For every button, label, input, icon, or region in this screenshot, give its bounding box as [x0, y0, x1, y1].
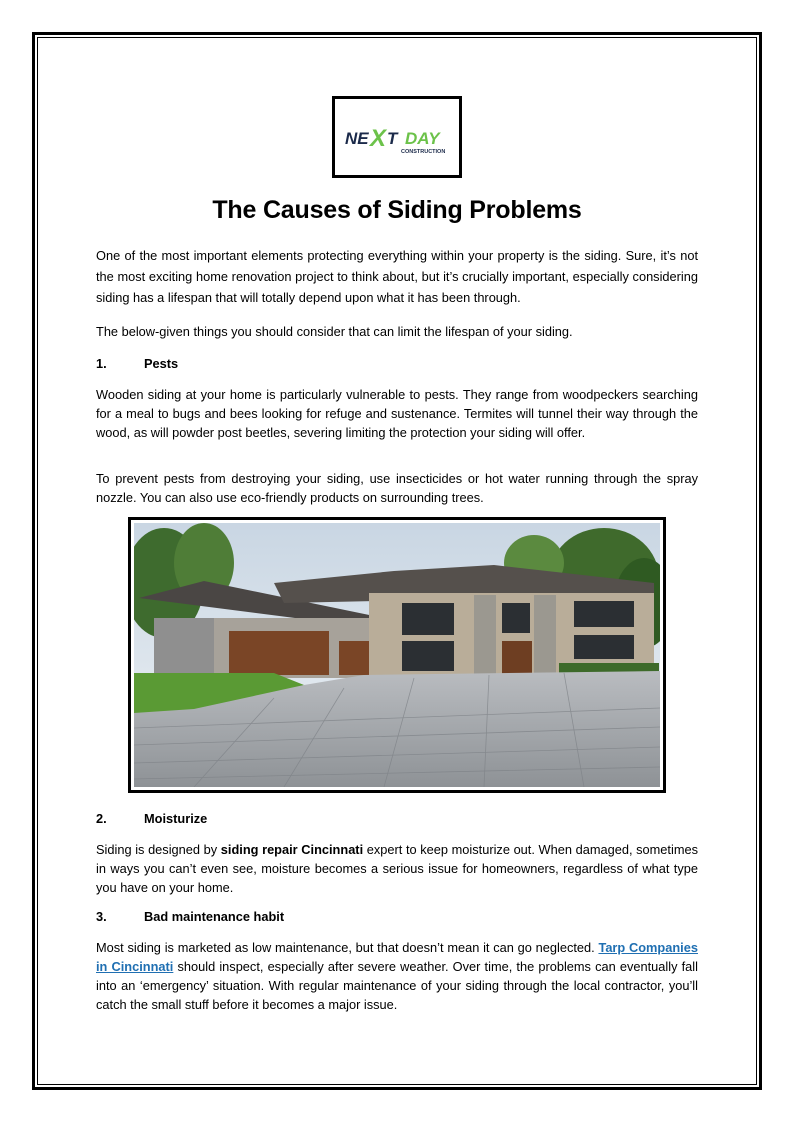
section-3-paragraph	[96, 938, 698, 1014]
logo-text-t: T	[387, 129, 398, 148]
moisturize-text-pre: Siding is designed by	[96, 842, 221, 857]
pests-paragraph-text: Wooden siding at your home is particularly vulnerable to pests. They range from woodpeckers searching for a meal to bugs and bees looking for refuge and sustenance. Termites will tunnel their way through the wood, as will powder post beetles, severing limiting the protection your siding will offer.	[96, 387, 698, 440]
section-1-title: Pests	[144, 356, 179, 371]
section-3-heading	[96, 907, 698, 926]
logo-text-ne: NE	[345, 129, 369, 148]
section-2-heading	[96, 809, 698, 828]
logo-text-construction: CONSTRUCTION	[401, 149, 446, 155]
section-3-number: 3.	[96, 909, 107, 924]
logo-text-day: DAY	[405, 129, 440, 148]
moisturize-text	[96, 840, 698, 897]
section-1-heading	[96, 354, 698, 373]
page-title: The Causes of Siding Problems	[212, 196, 582, 224]
maintenance-text	[96, 938, 698, 1014]
maintenance-text-post: should inspect, especially after severe weather. Over time, the problems can eventually fall into an ‘emergency’ situation. With regular maintenance of your siding through the local contractor, you’ll catch the small stuff before it becomes a major issue.	[96, 959, 698, 1012]
section-1-paragraph-2	[96, 469, 698, 507]
section-3-title: Bad maintenance habit	[144, 909, 285, 924]
siding-repair-keyword: siding repair Cincinnati	[220, 842, 364, 857]
moisturize-text-post: expert to keep moisturize out. When damaged, sometimes in ways you can’t even see, moisture becomes a serious issue for homeowners, regardless of what type you have on your home.	[96, 842, 698, 895]
house-photo	[128, 517, 666, 793]
below-given-text: The below-given things you should consider that can limit the lifespan of your siding.	[96, 324, 573, 339]
maintenance-text-pre: Most siding is marketed as low maintenance, but that doesn’t mean it can go neglected.	[96, 940, 599, 955]
below-given-paragraph	[96, 322, 698, 341]
pests-prevention-text: To prevent pests from destroying your siding, use insecticides or hot water running through the spray nozzle. You can also use eco-friendly products on surrounding trees.	[96, 471, 698, 505]
house-illustration	[134, 523, 660, 787]
company-logo	[332, 96, 462, 178]
section-2-paragraph	[96, 840, 698, 897]
tarp-companies-link[interactable]: Tarp Companies in Cincinnati	[96, 940, 698, 974]
section-1-paragraph-1	[96, 385, 698, 442]
section-2-number: 2.	[96, 811, 107, 826]
intro-paragraph	[96, 245, 698, 308]
logo-text-x: X	[370, 125, 387, 152]
section-1-number: 1.	[96, 356, 107, 371]
section-2-title: Moisturize	[144, 811, 208, 826]
intro-text: One of the most important elements protecting everything within your property is the siding. Sure, it’s not the most exciting home renovation project to think about, but it’s crucially important, especially considering siding has a lifespan that will totally depend upon what it has been through.	[96, 248, 698, 305]
